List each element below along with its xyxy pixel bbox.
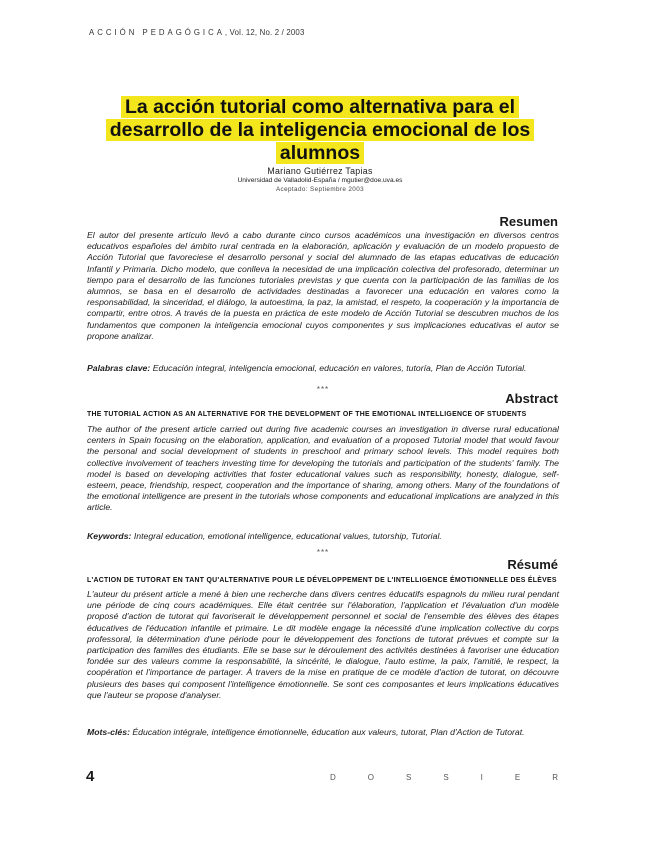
abstract-keywords [87, 531, 559, 542]
dossier-letter: S [405, 773, 412, 782]
separator-1: *** [316, 385, 330, 394]
dossier-letter: S [443, 773, 449, 782]
author-name: Mariano Gutiérrez Tapias [267, 166, 373, 176]
section-label-dossier [330, 773, 558, 782]
dossier-letter: D [330, 773, 336, 782]
abstract-keywords-label: Keywords: [87, 531, 132, 541]
resume-keywords-text: Éducation intégrale, intelligence émotionnelle, éducation aux valeurs, tutorat, Plan d'Action de Tutorat. [129, 727, 525, 737]
dossier-letter: E [514, 773, 521, 782]
resumen-keywords [87, 363, 559, 374]
running-header [89, 28, 305, 37]
resume-text: L'auteur du présent article a mené à bien une recherche dans divers centres éducatifs espagnols du milieu rural pendant une période de cinq cours académiques. Elle était centrée sur l'élaboration, l'application et l'évaluation d'un modèle proposé d'action de tutorat qui favoriserait le développement personnel et social de l'ensemble des élèves des étapes éducatives de l'éducation infantile et primaire. Le dit modèle engage la nécessité d'une implication collective du corps professoral, la détermination d'une période pour le développement des fonctions de tutorat prévues et compte sur la participation des familles des étudiants. Elle se base sur le déroulement des activités destinées à favoriser une éducation fondée sur des valeurs comme la responsabilité, la sincérité, le dialogue, l'auto estime, la paix, l'amitié, le respect, la coopération et l'importance de partager. À travers de la mise en pratique de ce modèle d'action de tutorat, on découvre plusieurs des bases qui composent l'intelligence émotionnelle. Se sont ces composantes et leurs implications éducatives que l'auteur se propose d'analyser. [87, 589, 559, 700]
abstract-keywords-text: Integral education, emotional intelligence, educational values, tutorship, Tutorial. [131, 531, 442, 541]
accepted-date: Aceptado: Septiembre 2003 [275, 186, 365, 193]
resumen-keywords-text: Educación integral, inteligencia emocional, educación en valores, tutoría, Plan de Acción Tutorial. [150, 363, 527, 373]
abstract-heading: Abstract [505, 391, 558, 406]
dossier-letter: I [480, 773, 483, 782]
article-title [80, 96, 560, 165]
resumen-text: El autor del presente artículo llevó a cabo durante cinco cursos académicos una investigación en diversos centros educativos españoles del ámbito rural centrada en la elaboración, aplicación y evaluación de un modelo propuesto de Acción Tutorial que favoreciese el desarrollo personal y social del alumnado de las etapas educativas de educación Infantil y Primaria. Dicho modelo, que conlleva la necesidad de una implicación colectiva del profesorado, determinar un tiempo para el desarrollo de las funciones tutoriales previstas y que cuenta con la participación de las familias de los alumnos, se basa en el desarrollo de actividades destinadas a favorecer una educación en valores como la responsabilidad, la sinceridad, el diálogo, la autoestima, la paz, la amistad, el respeto, la cooperación y la importancia de compartir, entre otros. A través de la puesta en práctica de este modelo de Acción Tutorial se descubren muchos de los fundamentos que componen la inteligencia emocional cuyos componentes y sus implicaciones educativas el autor se propone analizar. [87, 230, 559, 341]
resumen-keywords-label: Palabras clave: [87, 363, 151, 373]
journal-volume: , Vol. 12, No. 2 / 2003 [224, 28, 305, 37]
resume-keywords-label: Mots-clés: [87, 727, 130, 737]
journal-name: ACCIÓN PEDAGÓGICA [89, 28, 225, 37]
dossier-letter: O [367, 773, 374, 782]
dossier-letter: R [552, 773, 558, 782]
resume-keywords [87, 727, 559, 738]
author-affiliation: Universidad de Valladolid-España / mgutier@doe.uva.es [237, 177, 403, 184]
resumen-heading: Resumen [499, 214, 558, 229]
abstract-subtitle: THE TUTORIAL ACTION AS AN ALTERNATIVE FOR THE DEVELOPMENT OF THE EMOTIONAL INTELLIGENCE OF STUDENTS [87, 411, 527, 418]
resume-heading: Résumé [507, 557, 558, 572]
abstract-text: The author of the present article carried out during five academic courses an investigation in diverse rural educational centers in Spain focusing on the elaboration, application, and evaluation of a proposed Tutorial model that would favour the personal and social development of students in preschool and primary school levels. This model requires both collective involvement of teachers investing time for developing the tutorials and participation of the students' family. The model is based on developing activities that foster educational values such as responsibility, honesty, dialogue, self-esteem, peace, friendship, respect, cooperation and the importance of sharing, among others. Many of the foundations of the emotional intelligence are present in the tutorials whose components and educational implications are analyzed in this article. [87, 424, 559, 513]
separator-2: *** [316, 548, 330, 557]
resume-subtitle: L'ACTION DE TUTORAT EN TANT QU'ALTERNATIVE POUR LE DÉVELOPPEMENT DE L'INTELLIGENCE ÉMOTIONNELLE DES ÉLÈVES [87, 577, 557, 584]
article-title-text: La acción tutorial como alternativa para el desarrollo de la inteligencia emocional de los alumnos [106, 96, 534, 164]
page-number: 4 [86, 768, 95, 785]
